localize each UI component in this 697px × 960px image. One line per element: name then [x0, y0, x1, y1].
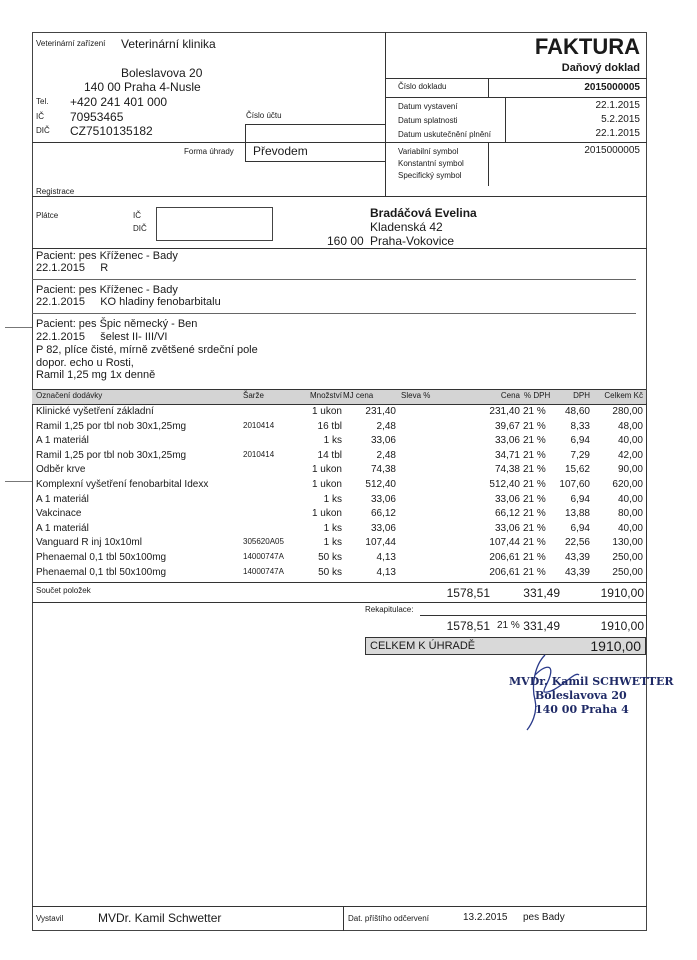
cell-vat-rate: 21 %: [523, 566, 546, 578]
cell-batch: 14000747A: [243, 552, 284, 561]
footer-top-line: [32, 906, 647, 907]
tel-label: Tel.: [36, 97, 49, 106]
cell-unit-price: 33,06: [370, 493, 396, 505]
facility-label: Veterinární zařízení: [36, 39, 106, 48]
dic-label: DIČ: [36, 126, 50, 135]
amount-due-value: 1910,00: [590, 638, 641, 654]
taxable-label: Datum uskutečnění plnění: [398, 130, 491, 139]
cell-vat: 13,88: [564, 508, 590, 520]
issued-value: 22.1.2015: [595, 100, 640, 111]
ic-value: 70953465: [70, 110, 124, 124]
cell-price: 512,40: [489, 479, 520, 490]
cell-total: 40,00: [617, 493, 643, 505]
next-deworming-label: Dat. příštího odčervení: [348, 914, 429, 923]
header-divider-left: [32, 142, 245, 143]
cell-vat: 15,62: [564, 464, 590, 476]
cell-qty: 1 ukon: [311, 464, 342, 476]
items-bottom-line: [32, 582, 647, 583]
cell-vat-rate: 21 %: [523, 493, 546, 505]
payer-name: Bradáčová Evelina: [370, 206, 477, 220]
cell-batch: 2010414: [243, 420, 275, 430]
doc-no-top-line: [385, 78, 647, 79]
payer-zip: 160 00: [327, 234, 364, 248]
patient-2-line-1: Pacient: pes Kříženec - Bady: [36, 284, 178, 296]
payment-value: Převodem: [253, 144, 308, 158]
col-vat-rate-header: % DPH: [524, 391, 551, 400]
cell-qty: 16 tbl: [317, 420, 342, 432]
sum-price: 1578,51: [446, 586, 490, 600]
dates-bottom-line: [385, 142, 647, 143]
cell-vat: 22,56: [564, 537, 590, 549]
recap-rate: 21 %: [497, 620, 520, 631]
invoice-title: FAKTURA: [534, 34, 640, 59]
table-row: [32, 493, 646, 507]
cell-vat-rate: 21 %: [523, 537, 546, 549]
cell-unit-price: 33,06: [370, 435, 396, 447]
footer-divider: [343, 906, 344, 931]
cell-price: 74,38: [494, 464, 520, 476]
doc-no-bottom-line: [385, 97, 647, 98]
cell-name: Phenaemal 0,1 tbl 50x100mg: [36, 552, 167, 563]
registrace-label: Registrace: [36, 187, 75, 196]
account-box-top: [245, 124, 385, 125]
table-row: [32, 507, 646, 521]
cell-name: A 1 materiál: [36, 522, 89, 534]
cell-unit-price: 512,40: [365, 479, 396, 490]
cell-vat: 6,94: [570, 522, 590, 534]
table-row: [32, 449, 646, 463]
cell-vat-rate: 21 %: [523, 522, 546, 534]
margin-tick-2: [5, 481, 32, 482]
cell-vat-rate: 21 %: [523, 420, 546, 432]
doc-no-label: Číslo dokladu: [398, 82, 447, 91]
payer-street: Kladenská 42: [370, 220, 443, 234]
facility-name: Veterinární klinika: [121, 37, 216, 51]
patient-3-line-4: dopor. echo u Rosti,: [36, 357, 134, 369]
payer-dic-label: DIČ: [133, 224, 147, 233]
col-qty-header: Množství: [309, 391, 342, 400]
cell-vat: 48,60: [564, 406, 590, 417]
cell-total: 280,00: [612, 406, 643, 417]
cell-qty: 50 ks: [318, 566, 342, 578]
account-label: Číslo účtu: [246, 111, 282, 120]
var-sym-label: Variabilní symbol: [398, 147, 459, 156]
cell-total: 40,00: [617, 435, 643, 447]
header-vertical-divider: [385, 32, 386, 196]
cell-name: Odběr krve: [36, 464, 86, 476]
cell-qty: 1 ukon: [311, 508, 342, 520]
cell-price: 66,12: [494, 508, 520, 520]
cell-vat: 6,94: [570, 435, 590, 447]
cell-price: 231,40: [489, 406, 520, 417]
cell-name: A 1 materiál: [36, 493, 89, 505]
stamp-line-1: MVDr. Kamil SCHWETTER: [509, 675, 674, 688]
cell-price: 107,44: [489, 537, 520, 549]
recap-label: Rekapitulace:: [365, 605, 414, 614]
payer-city: Praha-Vokovice: [370, 234, 455, 248]
cell-total: 250,00: [612, 566, 643, 578]
cell-name: Ramil 1,25 por tbl nob 30x1,25mg: [36, 420, 187, 432]
stamp-line-2: Boleslavova 20: [535, 689, 627, 702]
col-discount-header: Sleva %: [401, 391, 431, 400]
cell-batch: 2010414: [243, 449, 275, 459]
cell-total: 250,00: [612, 552, 643, 563]
cell-price: 33,06: [494, 493, 520, 505]
patient-3-line-1: Pacient: pes Špic německý - Ben: [36, 318, 198, 330]
cell-price: 206,61: [489, 566, 520, 578]
payer-bottom-line: [32, 248, 647, 249]
col-total-header: Celkem Kč: [604, 391, 643, 400]
sum-label: Součet položek: [36, 586, 91, 595]
cell-unit-price: 4,13: [376, 552, 396, 563]
amount-due-label: CELKEM K ÚHRADĚ: [370, 640, 476, 652]
due-value: 5.2.2015: [601, 114, 640, 125]
const-sym-label: Konstantní symbol: [398, 159, 464, 168]
cell-price: 33,06: [494, 435, 520, 447]
dic-value: CZ7510135182: [70, 124, 153, 138]
cell-name: Klinické vyšetření základní: [36, 406, 154, 417]
cell-vat: 43,39: [564, 566, 590, 578]
cell-total: 48,00: [617, 420, 643, 432]
cell-total: 42,00: [617, 449, 643, 461]
cell-price: 206,61: [489, 552, 520, 563]
due-label: Datum splatnosti: [398, 116, 458, 125]
cell-unit-price: 231,40: [365, 406, 396, 417]
issuer-name: MVDr. Kamil Schwetter: [98, 911, 222, 925]
items-table-header: [32, 389, 646, 405]
patient-2-line-2: 22.1.2015 KO hladiny fenobarbitalu: [36, 296, 221, 308]
table-row: [32, 420, 646, 434]
cell-total: 80,00: [617, 508, 643, 520]
issued-label: Datum vystavení: [398, 102, 458, 111]
payer-ic-label: IČ: [133, 211, 141, 220]
margin-tick-1: [5, 327, 32, 328]
cell-name: Ramil 1,25 por tbl nob 30x1,25mg: [36, 449, 187, 461]
cell-unit-price: 4,13: [376, 566, 396, 578]
patient-1-divider: [32, 279, 636, 280]
next-deworming-date: 13.2.2015: [463, 912, 508, 923]
facility-city: Praha 4-Nusle: [124, 80, 201, 94]
cell-vat-rate: 21 %: [523, 449, 546, 461]
cell-name: Phenaemal 0,1 tbl 50x100mg: [36, 566, 167, 578]
patient-1-line-1: Pacient: pes Kříženec - Bady: [36, 250, 178, 262]
cell-price: 33,06: [494, 522, 520, 534]
cell-vat: 6,94: [570, 493, 590, 505]
cell-batch: 305620A05: [243, 537, 284, 547]
cell-name: Vanguard R inj 10x10ml: [36, 537, 142, 549]
patient-2-divider: [32, 313, 636, 314]
account-box-bottom: [245, 142, 385, 143]
col-unit-price-header: MJ cena: [343, 391, 374, 400]
sum-total: 1910,00: [600, 586, 644, 600]
cell-qty: 1 ks: [323, 435, 342, 447]
cell-total: 130,00: [612, 537, 643, 549]
doc-no-value: 2015000005: [584, 82, 640, 93]
col-price-header: Cena: [500, 391, 520, 400]
recap-top-line: [420, 615, 647, 616]
patient-3-line-2: 22.1.2015 šelest II- III/VI: [36, 331, 168, 343]
facility-zip: 140 00: [84, 80, 121, 94]
col-name-header: Označení dodávky: [36, 391, 103, 400]
col-vat-header: DPH: [573, 391, 590, 400]
sum-vat: 331,49: [523, 586, 560, 600]
cell-vat: 107,60: [559, 479, 590, 490]
cell-vat: 43,39: [564, 552, 590, 563]
patient-1-line-2: 22.1.2015 R: [36, 262, 109, 274]
payment-box-bottom: [245, 161, 385, 162]
doc-no-divider: [488, 78, 489, 98]
cell-qty: 1 ks: [323, 537, 342, 549]
cell-name: Komplexní vyšetření fenobarbital Idexx: [36, 479, 209, 490]
cell-qty: 1 ukon: [311, 406, 342, 417]
sum-right-edge: [646, 583, 647, 603]
invoice-subtitle: Daňový doklad: [561, 62, 640, 74]
cell-unit-price: 107,44: [365, 537, 396, 549]
sum-bottom-line: [32, 602, 647, 603]
header-bottom-line: [32, 196, 647, 197]
spec-sym-label: Specifický symbol: [398, 171, 462, 180]
cell-vat: 8,33: [570, 420, 590, 432]
dates-divider: [505, 97, 506, 143]
cell-unit-price: 66,12: [370, 508, 396, 520]
table-row: [32, 405, 646, 419]
taxable-value: 22.1.2015: [595, 128, 640, 139]
cell-unit-price: 74,38: [370, 464, 396, 476]
table-row: [32, 434, 646, 448]
cell-unit-price: 2,48: [376, 420, 396, 432]
cell-qty: 1 ukon: [311, 479, 342, 490]
table-row: [32, 478, 646, 492]
payment-label: Forma úhrady: [184, 147, 234, 156]
recap-price: 1578,51: [446, 619, 490, 633]
cell-qty: 1 ks: [323, 522, 342, 534]
table-row: [32, 522, 646, 536]
cell-qty: 14 tbl: [317, 449, 342, 461]
cell-total: 90,00: [617, 464, 643, 476]
stamp-line-3: 140 00 Praha 4: [535, 703, 629, 716]
symbols-divider: [488, 142, 489, 186]
cell-vat-rate: 21 %: [523, 406, 546, 417]
cell-batch: 14000747A: [243, 566, 284, 576]
cell-unit-price: 33,06: [370, 522, 396, 534]
payer-label: Plátce: [36, 211, 59, 220]
ic-label: IČ: [36, 112, 44, 121]
cell-price: 39,67: [494, 420, 520, 432]
cell-qty: 1 ks: [323, 493, 342, 505]
table-row: [32, 566, 646, 580]
cell-total: 40,00: [617, 522, 643, 534]
cell-qty: 50 ks: [318, 552, 342, 563]
table-row: [32, 463, 646, 477]
cell-vat: 7,29: [570, 449, 590, 461]
var-sym-value: 2015000005: [584, 145, 640, 156]
tel-value: +420 241 401 000: [70, 95, 168, 109]
cell-unit-price: 2,48: [376, 449, 396, 461]
payer-id-box: [156, 207, 273, 241]
patient-3-line-3: P 82, plíce čisté, mírně zvětšené srdeční pole: [36, 344, 258, 356]
col-batch-header: Šarže: [243, 391, 264, 400]
cell-vat-rate: 21 %: [523, 508, 546, 520]
facility-street: Boleslavova 20: [121, 66, 203, 80]
recap-right-edge: [646, 615, 647, 635]
cell-vat-rate: 21 %: [523, 435, 546, 447]
cell-vat-rate: 21 %: [523, 552, 546, 563]
cell-name: A 1 materiál: [36, 435, 89, 447]
patient-3-line-5: Ramil 1,25 mg 1x denně: [36, 369, 156, 381]
table-row: [32, 551, 646, 565]
cell-total: 620,00: [612, 479, 643, 490]
cell-vat-rate: 21 %: [523, 479, 546, 490]
account-box-divider: [245, 124, 246, 162]
cell-price: 34,71: [494, 449, 520, 461]
table-row: [32, 536, 646, 550]
cell-vat-rate: 21 %: [523, 464, 546, 476]
items-right-edge: [646, 403, 647, 579]
next-deworming-for: pes Bady: [523, 912, 565, 923]
issuer-label: Vystavil: [36, 914, 64, 923]
recap-total: 1910,00: [600, 619, 644, 633]
recap-vat: 331,49: [523, 619, 560, 633]
cell-name: Vakcinace: [36, 508, 82, 520]
